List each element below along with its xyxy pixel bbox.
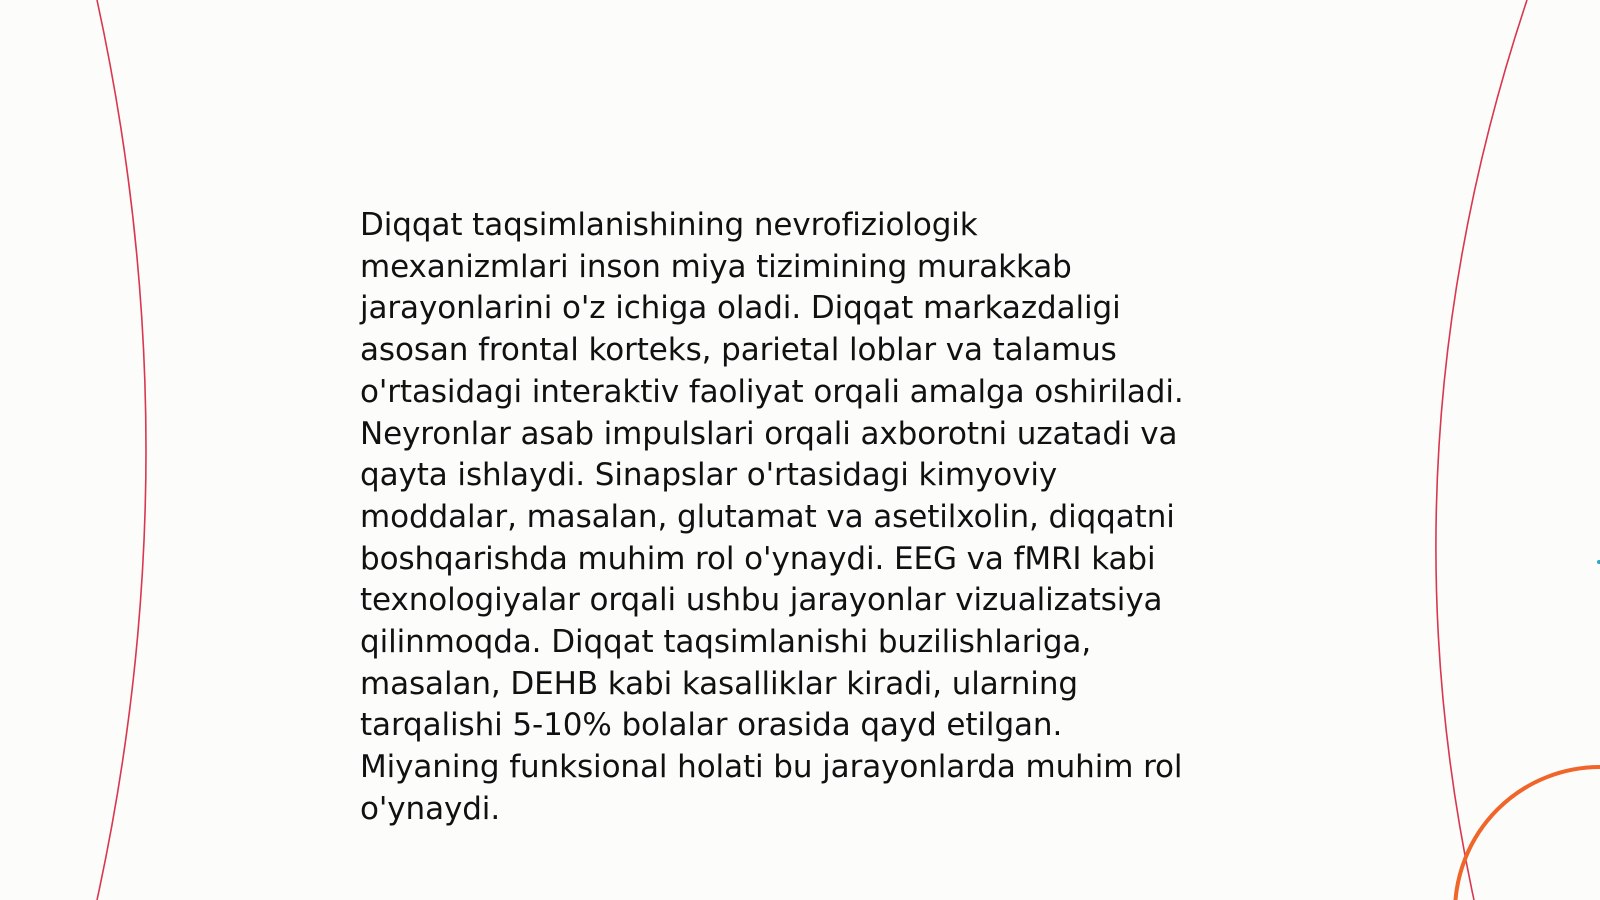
bottom-right-circle (1455, 767, 1600, 900)
left-curve-line (97, 0, 146, 900)
body-text: Diqqat taqsimlanishining nevrofiziologik mexanizmlari inson miya tizimining murakkab jarayonlarini o'z ichiga oladi. Diqqat markazdaligi asosan frontal korteks, parietal loblar va talamus o'rtasidagi interaktiv faoliyat orqali amalga oshiriladi. Neyronlar asab impulslari orqali axborotni uzatadi va qayta ishlaydi. Sinapslar o'rtasidagi kimyoviy moddalar, masalan, glutamat va asetilxolin, diqqatni boshqarishda muhim rol o'ynaydi. EEG va fMRI kabi texnologiyalar orqali ushbu jarayonlar vizualizatsiya qilinmoqda. Diqqat taqsimlanishi buzilishlariga, masalan, DEHB kabi kasalliklar kiradi, ularning tarqalishi 5-10% bolalar orasida qayd etilgan. Miyaning funksional holati bu jarayonlarda muhim rol o'ynaydi. (360, 207, 1184, 827)
right-curve-line (1436, 0, 1527, 900)
